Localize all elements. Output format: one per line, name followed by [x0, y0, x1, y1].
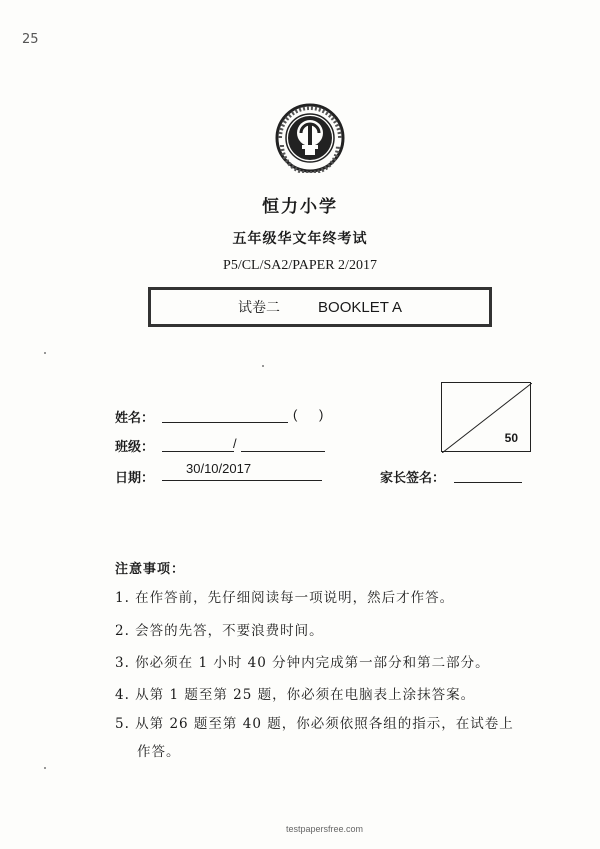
- note-item: 2. 会答的先答，不要浪费时间。: [115, 623, 324, 639]
- scan-speck: [44, 767, 46, 769]
- parent-signature-label: 家长签名：: [380, 471, 446, 486]
- name-label: 姓名：: [115, 411, 155, 426]
- note-item: 3. 你必须在 1 小时 40 分钟内完成第一部分和第二部分。: [115, 655, 490, 671]
- scan-speck: [44, 352, 46, 354]
- note-item: 5. 从第 26 题至第 40 题，你必须依照各组的指示，在试卷上: [115, 716, 514, 732]
- scan-speck: [262, 365, 264, 367]
- handwritten-page-number: 25: [22, 32, 39, 47]
- parent-signature-field[interactable]: [454, 466, 522, 483]
- score-total: 50: [504, 431, 518, 445]
- class-separator: /: [233, 436, 237, 451]
- school-logo: [275, 103, 345, 173]
- booklet-chinese: 试卷二: [238, 300, 281, 316]
- exam-title: 五年级华文年终考试: [232, 231, 368, 247]
- score-diagonal: [442, 383, 532, 453]
- class-field[interactable]: [162, 435, 234, 452]
- date-label: 日期：: [115, 471, 155, 486]
- note-item: 1. 在作答前，先仔细阅读每一项说明，然后才作答。: [115, 590, 455, 606]
- class-number-bracket[interactable]: ( ): [293, 407, 324, 422]
- score-box: [441, 382, 531, 452]
- booklet-banner: [148, 287, 492, 327]
- notes-title: 注意事项：: [115, 562, 186, 577]
- paper-code: P5/CL/SA2/PAPER 2/2017: [223, 258, 377, 273]
- class-index-field[interactable]: [241, 435, 325, 452]
- booklet-english: BOOKLET A: [318, 298, 402, 316]
- class-label: 班级：: [115, 440, 155, 455]
- note-item-continuation: 作答。: [137, 744, 181, 760]
- school-name: 恒力小学: [262, 197, 338, 217]
- date-value: 30/10/2017: [186, 461, 252, 476]
- note-item: 4. 从第 1 题至第 25 题，你必须在电脑表上涂抹答案。: [115, 687, 476, 703]
- date-field[interactable]: [162, 461, 322, 481]
- name-field[interactable]: [162, 406, 288, 423]
- footer-watermark: testpapersfree.com: [286, 824, 364, 834]
